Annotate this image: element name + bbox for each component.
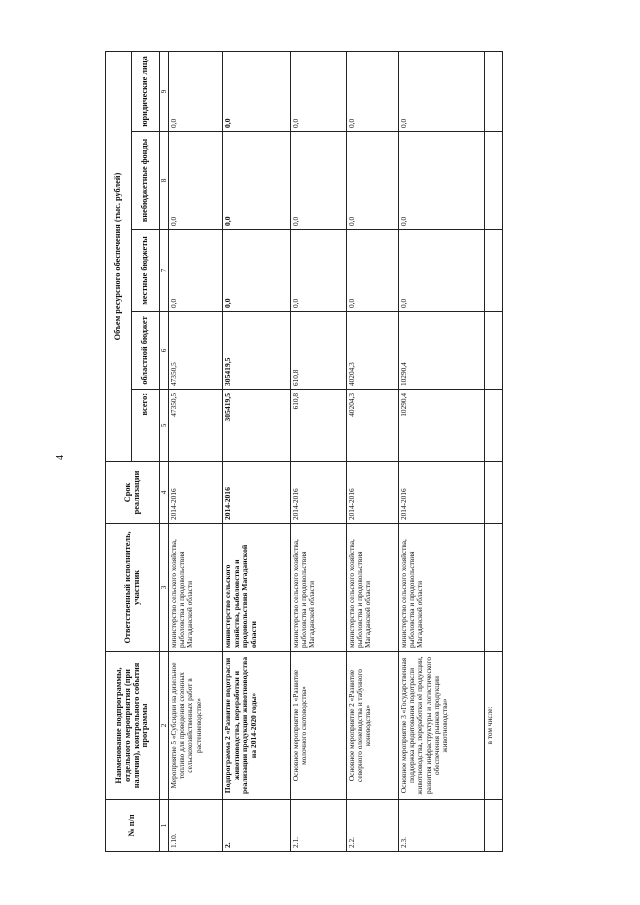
row-resp: министерство сельского хозяйства, рыболовства и продовольствия Магаданской области <box>399 524 485 652</box>
row-total: 40204,3 <box>347 390 399 462</box>
table-row <box>291 52 347 852</box>
row-offbudget: 0,0 <box>169 132 223 230</box>
row-num: 2.1. <box>291 800 347 852</box>
header-legal: юридические лица <box>132 52 160 132</box>
header-term: Срок реализации <box>106 462 160 524</box>
row-offbudget: 0,0 <box>399 132 485 230</box>
column-number-row <box>160 52 169 852</box>
row-offbudget: 0,0 <box>223 132 291 230</box>
table-row <box>399 52 485 852</box>
col-number: 1 <box>160 800 169 852</box>
header-total: всего: <box>132 390 160 462</box>
row-term: 2014-2016 <box>399 462 485 524</box>
col-number: 3 <box>160 524 169 652</box>
row-term: 2014-2016 <box>223 462 291 524</box>
row-legal: 0,0 <box>347 52 399 132</box>
row-name: Основное мероприятие 2 «Развитие северного оленеводства и табунного коневодства» <box>347 652 399 800</box>
col-number: 8 <box>160 132 169 230</box>
row-num: 2.2. <box>347 800 399 852</box>
header-name: Наименование подпрограммы, отдельного мероприятия (при наличии), контрольного события программы <box>106 652 160 800</box>
row-num: 1.10. <box>169 800 223 852</box>
row-total: 305419,5 <box>223 390 291 462</box>
footer-row <box>485 52 503 852</box>
row-offbudget: 0,0 <box>291 132 347 230</box>
resource-table <box>105 51 503 852</box>
footer-empty-cell <box>485 462 503 524</box>
table-row <box>169 52 223 852</box>
row-resp: министерство сельского хозяйства, рыболовства и продовольствия Магаданской области <box>223 524 291 652</box>
row-local: 0,0 <box>169 230 223 312</box>
rotated-table-container <box>105 52 535 852</box>
row-local: 0,0 <box>223 230 291 312</box>
row-name: Подпрограмма 2 «Развитие подотрасли животноводства, переработки и реализации продукции животноводства на 2014-2020 годы» <box>223 652 291 800</box>
footer-empty-cell <box>485 230 503 312</box>
row-total: 10290,4 <box>399 390 485 462</box>
col-number: 9 <box>160 52 169 132</box>
header-local: местные бюджеты <box>132 230 160 312</box>
header-num: № п/п <box>106 800 160 852</box>
row-legal: 0,0 <box>291 52 347 132</box>
table-row <box>347 52 399 852</box>
row-term: 2014-2016 <box>291 462 347 524</box>
page-number: 4 <box>55 455 66 460</box>
row-regional: 40204,3 <box>347 312 399 390</box>
row-name: Основное мероприятие 1 «Развитие молочного скотоводства» <box>291 652 347 800</box>
col-number: 6 <box>160 312 169 390</box>
footer-empty-cell <box>485 390 503 462</box>
row-total: 47350,5 <box>169 390 223 462</box>
row-local: 0,0 <box>347 230 399 312</box>
row-regional: 305419,5 <box>223 312 291 390</box>
row-local: 0,0 <box>291 230 347 312</box>
footer-empty-cell <box>485 132 503 230</box>
row-resp: министерство сельского хозяйства, рыболовства и продовольствия Магаданской области <box>291 524 347 652</box>
row-legal: 0,0 <box>223 52 291 132</box>
footer-num-cell <box>485 800 503 852</box>
footer-empty-cell <box>485 52 503 132</box>
row-offbudget: 0,0 <box>347 132 399 230</box>
row-name: Мероприятие 5 «Субсидии на дизельное топливо для проведения сезонных сельскохозяйственных работ в растениеводстве» <box>169 652 223 800</box>
header-offbudget: внебюджетные фонды <box>132 132 160 230</box>
table-row <box>223 52 291 852</box>
header-resp: Ответственный исполнитель, участник <box>106 524 160 652</box>
row-legal: 0,0 <box>399 52 485 132</box>
row-total: 610,8 <box>291 390 347 462</box>
col-number: 4 <box>160 462 169 524</box>
row-local: 0,0 <box>399 230 485 312</box>
row-name: Основное мероприятие 3 «Государственная поддержка кредитования подотрасли животноводства, переработки её продукции, развития инфраструктуры и логистического обеспечения рынков продукции животноводства» <box>399 652 485 800</box>
col-number: 7 <box>160 230 169 312</box>
footer-empty-cell <box>485 312 503 390</box>
row-regional: 10290,4 <box>399 312 485 390</box>
row-resp: министерство сельского хозяйства, рыболовства и продовольствия Магаданской области <box>169 524 223 652</box>
row-term: 2014-2016 <box>347 462 399 524</box>
footer-label: в том числе: <box>485 652 503 800</box>
row-num: 2.3. <box>399 800 485 852</box>
row-regional: 610,8 <box>291 312 347 390</box>
header-regional: областной бюджет <box>132 312 160 390</box>
col-number: 5 <box>160 390 169 462</box>
row-regional: 47350,5 <box>169 312 223 390</box>
footer-empty-cell <box>485 524 503 652</box>
row-term: 2014-2016 <box>169 462 223 524</box>
row-legal: 0,0 <box>169 52 223 132</box>
row-resp: министерство сельского хозяйства, рыболовства и продовольствия Магаданской области <box>347 524 399 652</box>
col-number: 2 <box>160 652 169 800</box>
row-num: 2. <box>223 800 291 852</box>
header-volume: Объем ресурсного обеспечения (тыс. рублей) <box>106 52 132 462</box>
